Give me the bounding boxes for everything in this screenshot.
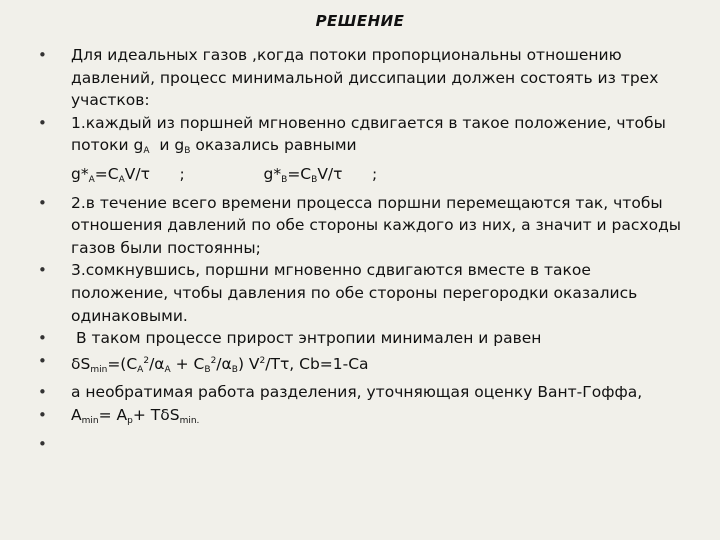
text-segment: В таком процессе прирост энтропии минимален и равен [71, 329, 542, 348]
subscript: B [311, 174, 318, 185]
subscript: A [164, 364, 171, 375]
subscript: B [281, 174, 288, 185]
slide-title: РЕШЕНИЕ [315, 12, 405, 30]
text-segment: =(C [107, 354, 138, 373]
text-segment: 3.сомкнувшись, поршни мгновенно сдвигаются вместе в такое положение, чтобы давления по обе стороны перегородки оказались одинаковыми. [71, 261, 643, 325]
text-segment: 2.в течение всего времени процесса поршни перемещаются так, чтобы отношения давлений по обе стороны каждого из них, а значит и расходы газов были постоянны; [71, 193, 686, 257]
text-segment: = A [98, 405, 128, 424]
text-segment: =C [94, 164, 119, 183]
subscript: B [204, 364, 211, 375]
text-segment: а необратимая работа разделения, уточняющая оценку Вант-Гоффа, [71, 383, 643, 402]
bullet-item [38, 44, 688, 112]
subscript: B [231, 364, 238, 375]
text-segment: A [71, 405, 82, 424]
subscript: A [143, 146, 150, 157]
bullet-line [71, 112, 688, 163]
text-segment: =C [287, 164, 312, 183]
bullet-item [38, 433, 688, 456]
bullet-item [38, 192, 688, 260]
text-segment: Для идеальных газов ,когда потоки пропорциональны отношению давлений, процесс минимальной диссипации должен состоять из трех участков: [71, 46, 664, 110]
bullet-list [38, 44, 688, 455]
text-segment: δS [71, 354, 91, 373]
bullet-item [38, 327, 688, 350]
subscript: min [90, 364, 108, 375]
text-segment: /Tτ, Cb=1-Ca [265, 354, 369, 373]
subscript: A [118, 174, 125, 185]
text-segment: /α [216, 354, 232, 373]
text-segment: и g [149, 136, 185, 155]
bullet-line [71, 163, 688, 192]
text-segment: + C [170, 354, 205, 373]
bullet-item [38, 112, 688, 192]
text-segment: V/τ ; g* [124, 164, 282, 183]
subscript: p [127, 415, 133, 426]
bullet-item [38, 404, 688, 433]
subscript: A [137, 364, 144, 375]
text-segment: V/τ ; [317, 164, 378, 183]
bullet-item [38, 259, 688, 327]
text-segment: g* [71, 164, 89, 183]
bullet-item [38, 350, 688, 382]
text-segment: ) V [237, 354, 260, 373]
superscript: 2 [259, 355, 266, 366]
subscript: B [184, 146, 191, 157]
text-segment: + TδS [132, 405, 180, 424]
subscript: min [81, 415, 99, 426]
text-segment: 1.каждый из поршней мгновенно сдвигается в такое положение, чтобы потоки g [71, 113, 671, 155]
subscript: A [88, 174, 95, 185]
superscript: 2 [143, 355, 150, 366]
text-segment: /α [149, 354, 165, 373]
text-segment: оказались равными [190, 136, 357, 155]
bullet-item [38, 381, 688, 404]
superscript: 2 [210, 355, 217, 366]
subscript: min. [179, 415, 200, 426]
